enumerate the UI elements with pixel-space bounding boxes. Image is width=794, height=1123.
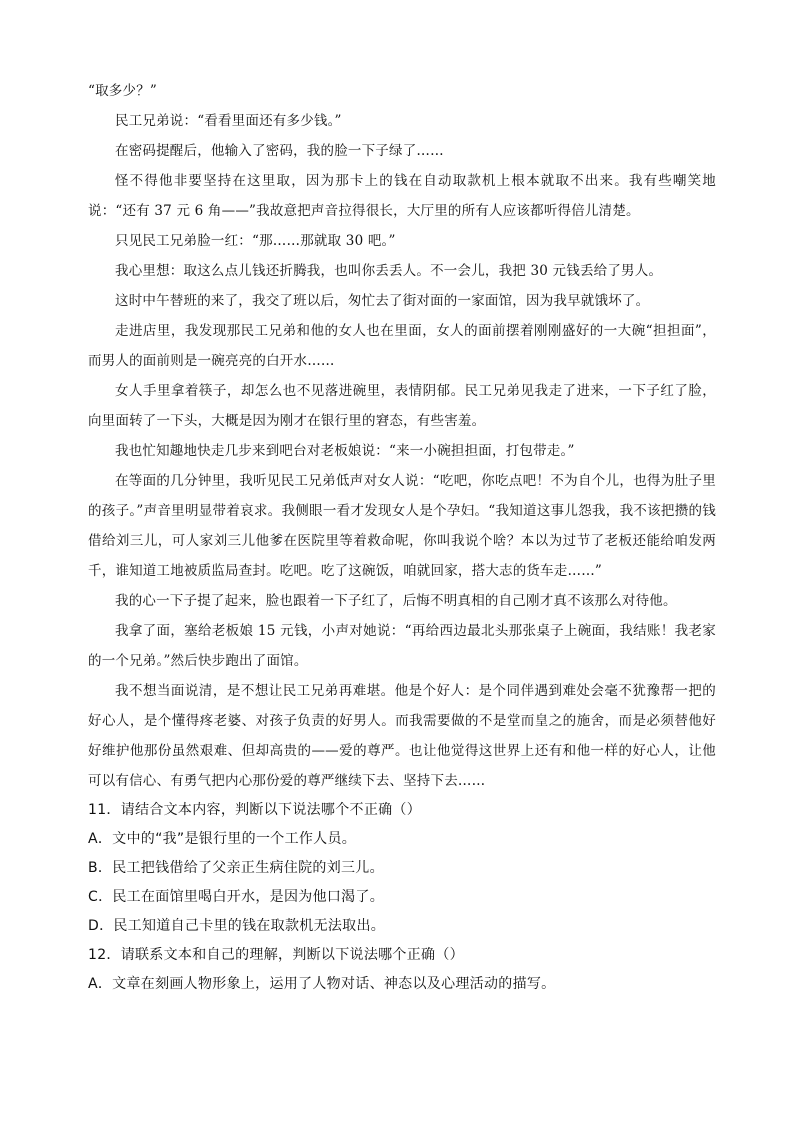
passage-paragraph: “取多少？”: [88, 83, 158, 99]
question-11-option-b: B．民工把钱借给了父亲正生病住院的刘三儿。: [88, 860, 384, 876]
passage-paragraph: 女人手里拿着筷子，却怎么也不见落进碗里，表情阴郁。民工兄弟见我走了进来，一下子红了脸，向里面转了一下头，大概是因为刚才在银行里的窘态，有些害羞。: [88, 383, 716, 429]
passage-paragraph: 只见民工兄弟脸一红：“那……那就取 30 吧。”: [115, 233, 396, 249]
passage-paragraph: 我的心一下子提了起来，脸也跟着一下子红了，后悔不明真相的自己刚才真不该那么对待他。: [115, 593, 677, 609]
passage-paragraph: 在等面的几分钟里，我听见民工兄弟低声对女人说：“吃吧，你吃点吧！不为自个儿，也得为肚子里的孩子。”声音里明显带着哀求。我侧眼一看才发现女人是个孕妇。“我知道这事儿怨我，我不该把攒的钱借给刘三儿，可人家刘三儿他爹在医院里等着救命呢，你叫我说个啥？本以为过节了老板还能给咱发两千，谁知道工地被质监局查封。吃吧。吃了这碗饭，咱就回家，搭大志的货车走……”: [88, 473, 716, 579]
passage-paragraph: 民工兄弟说：“看看里面还有多少钱。”: [115, 113, 342, 129]
passage-paragraph: 我也忙知趣地快走几步来到吧台对老板娘说：“来一小碗担担面，打包带走。”: [115, 443, 575, 459]
question-11-option-a: A．文中的“我”是银行里的一个工作人员。: [88, 831, 357, 847]
passage-paragraph: 在密码提醒后，他输入了密码，我的脸一下子绿了……: [115, 143, 444, 159]
passage-paragraph: 怪不得他非要坚持在这里取，因为那卡上的钱在自动取款机上根本就取不出来。我有些嘲笑地说：“还有 37 元 6 角——”我故意把声音拉得很长，大厅里的所有人应该都听得倍儿清楚。: [88, 173, 716, 219]
question-11-stem: 11．请结合文本内容，判断以下说法哪个不正确（）: [88, 802, 422, 818]
passage-paragraph: 走进店里，我发现那民工兄弟和他的女人也在里面，女人的面前摆着刚刚盛好的一大碗“担担面”，而男人的面前则是一碗亮亮的白开水……: [88, 323, 716, 369]
question-11-option-d: D．民工知道自己卡里的钱在取款机无法取出。: [88, 918, 386, 934]
passage-paragraph: 我心里想：取这么点儿钱还折腾我，也叫你丢丢人。不一会儿，我把 30 元钱丢给了男人。: [115, 263, 663, 279]
document-content: [88, 76, 716, 999]
passage-paragraph: 我拿了面，塞给老板娘 15 元钱，小声对她说：“再给西边最北头那张桌子上碗面，我结账！我老家的一个兄弟。”然后快步跑出了面馆。: [88, 623, 716, 669]
passage-paragraph: 我不想当面说清，是不想让民工兄弟再难堪。他是个好人：是个同伴遇到难处会毫不犹豫帮一把的好心人，是个懂得疼老婆、对孩子负责的好男人。而我需要做的不是堂而皇之的施舍，而是必须替他好好维护他那份虽然艰难、但却高贵的——爱的尊严。也让他觉得这世界上还有和他一样的好心人，让他可以有信心、有勇气把内心那份爱的尊严继续下去、坚持下去……: [88, 683, 716, 789]
question-12-option-a: A．文章在刻画人物形象上，运用了人物对话、神态以及心理活动的描写。: [88, 976, 556, 992]
question-12-stem: 12．请联系文本和自己的理解，判断以下说法哪个正确（）: [88, 947, 464, 963]
passage-paragraph: 这时中午替班的来了，我交了班以后，匆忙去了街对面的一家面馆，因为我早就饿坏了。: [115, 293, 650, 309]
question-11-option-c: C．民工在面馆里喝白开水，是因为他口渴了。: [88, 889, 385, 905]
